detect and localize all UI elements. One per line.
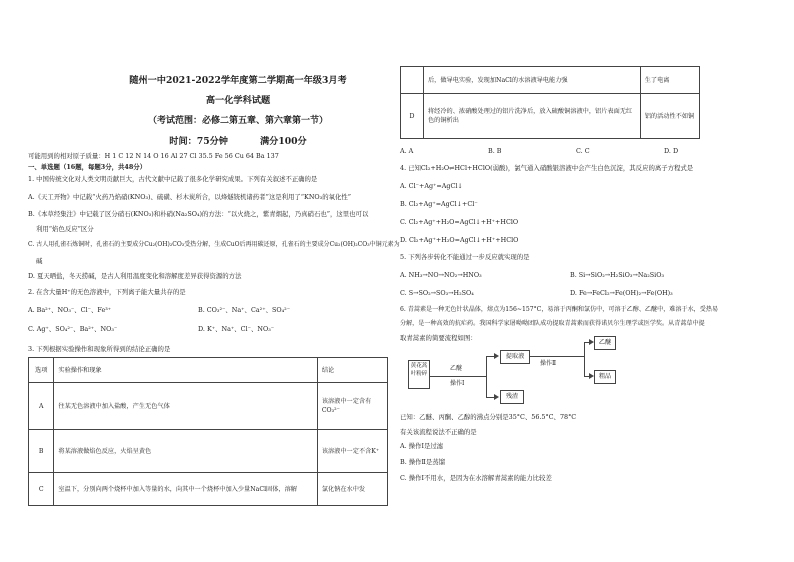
q2-option-a: A. Ba²⁺、NO₃⁻、Cl⁻、Fe³⁺ [28, 306, 112, 314]
header-conclusion: 结论 [317, 358, 387, 383]
exam-scope: （考试范围：必修二第五章、第六章第一节） [147, 116, 328, 126]
left-column [28, 0, 408, 562]
q4-stem: 4. 已知Cl₂+H₂O⇌HCl+HClO(弱酸)，氯气通入硝酸银溶液中会产生白色沉淀，其反应的离子方程式是 [400, 164, 694, 172]
q5-option-a: A. NH₃→NO→NO₂→HNO₃ [400, 271, 482, 279]
row-operation: 将某溶液做焰色反应，火焰呈黄色 [54, 430, 317, 473]
flow-line [486, 356, 487, 398]
q1-option-d: D. 夏天晒盐，冬天捞碱，是古人利用温度变化和溶解度差异获得资源的方法 [28, 272, 242, 280]
q1-option-a: A.《天工开物》中记载“火药乃焰硝(KNO₃)、硫磺、杉木炭所合，以烽燧铳机诸药者”这是利用了“KNO₃的氧化性” [28, 193, 352, 201]
q4-option-b: B. Cl₂+Ag⁺=AgCl↓+Cl⁻ [400, 200, 478, 208]
q3-table-continued [400, 66, 700, 139]
table-row [401, 94, 700, 139]
flow-extract: 提取液 [500, 350, 530, 364]
section-heading: 一、单选题（16题，每题3分，共48分） [28, 163, 147, 171]
flow-line [430, 376, 486, 377]
q6-line2: 分解，是一种高效的抗疟药。我国科学家屠呦呦团队成功提取青蒿素而获得诺贝尔生理学或医学奖。从青蒿草中提 [400, 320, 705, 327]
q4-option-a: A. Cl⁻+Ag⁺=AgCl↓ [400, 182, 463, 190]
flow-ether: 乙醚 [594, 336, 616, 350]
exam-subtitle: 高一化学科试题 [205, 95, 271, 106]
q4-option-d: D. Cl₂+Ag⁺+H₂O=AgCl↓+H⁺+HClO [400, 236, 519, 244]
q3-table-header [29, 358, 388, 383]
table-row [401, 67, 700, 94]
q5-option-d: D. Fe→FeCl₂→Fe(OH)₂→Fe(OH)₃ [570, 289, 673, 297]
q6-option-b: B. 操作Ⅱ是蒸馏 [400, 458, 446, 466]
row-option: D [401, 94, 424, 139]
header-operation: 实验操作和现象 [54, 358, 317, 383]
q3-choice-b: B. B [488, 147, 502, 155]
row-conclusion: 该溶液中一定不含K⁺ [317, 430, 387, 473]
q1-option-c-line2: 碱 [36, 257, 43, 265]
flow-line [584, 342, 585, 377]
q5-stem: 5. 下列各步转化不能通过一步反应就实现的是 [400, 253, 530, 261]
row-operation: 将经冷的、浓硝酸处理过的铝片洗净后，放入硫酸铜溶液中，铝片表面无红色的铜析出 [424, 94, 641, 139]
flow-op2-label: 操作Ⅱ [540, 360, 557, 367]
row-operation: 后，做导电实验，发现加NaCl的水溶液导电能力强 [424, 67, 641, 94]
q3-table [28, 357, 388, 506]
q6-option-a: A. 操作Ⅰ是过滤 [400, 442, 444, 450]
q6-known: 已知：乙醚、丙酮、乙醇的沸点分别是35°C、56.5°C、78°C [400, 413, 577, 421]
table-row [29, 473, 388, 506]
row-operation: 往某无色溶液中加入盐酸，产生无色气体 [54, 383, 317, 430]
q2-option-b: B. CO₃²⁻、Na⁺、Ca²⁺、SO₄²⁻ [198, 306, 291, 314]
q6-line1: 6. 青蒿素是一种无色针状晶体，熔点为156~157°C，易溶于丙酮和氯仿中，可溶于乙醇、乙醚中，难溶于水，受热易 [400, 306, 719, 313]
q1-option-c-line1: C. 古人用孔雀石炼铜时，孔雀石的主要成分Cu₂(OH)₂CO₃受热分解，生成CuO后再用碳还原，孔雀石的主要成分Cu₂(OH)₂CO₃中铜元素为 [28, 241, 400, 248]
flow-solvent-label: 乙醚 [450, 365, 463, 372]
right-column [400, 0, 780, 562]
q5-option-b: B. Si→SiO₂→H₂SiO₃→Na₂SiO₃ [570, 271, 665, 279]
row-conclusion: 铝的活动性不如铜 [640, 94, 699, 139]
q1-stem: 1. 中国传统文化对人类文明贡献巨大，古代文献中记载了很多化学研究成果。下列有关叙述不正确的是 [28, 175, 318, 183]
q5-option-c: C. S→SO₂→SO₃→H₂SO₄ [400, 289, 474, 297]
flow-raw-material: 黄花蒿叶粉碎 [408, 360, 430, 389]
q1-option-b-line1: B.《本草经集注》中记载了区分硝石(KNO₃)和朴硝(Na₂SO₄)的方法：“以火烧之，紫青烟起，乃真硝石也”，这里也可以 [28, 210, 369, 218]
q3-choice-c: C. C [576, 147, 590, 155]
flow-residue: 残渣 [500, 390, 524, 404]
row-conclusion: 氯化钠在水中发 [317, 473, 387, 506]
flow-crude: 粗品 [594, 370, 616, 384]
row-conclusion: 生了电离 [640, 67, 699, 94]
q1-option-b-line2: 利用“焰色反应”区分 [36, 225, 94, 233]
q2-stem: 2. 在含大量H⁺的无色溶液中，下列离子能大量共存的是 [28, 288, 186, 296]
flow-op1-label: 操作Ⅰ [450, 380, 465, 387]
table-row [29, 430, 388, 473]
row-option [401, 67, 424, 94]
extraction-flow-diagram [408, 340, 608, 410]
q4-option-c: C. Cl₂+Ag⁺+H₂O=AgCl↓+H⁺+HClO [400, 218, 519, 226]
row-option: A [29, 383, 54, 430]
flow-arrow-icon [494, 353, 499, 359]
row-option: C [29, 473, 54, 506]
flow-line [529, 356, 585, 357]
q6-line3: 取青蒿素的简要流程如图： [400, 334, 477, 342]
table-row [29, 383, 388, 430]
q6-option-c: C. 操作Ⅰ不用水，是因为在水溶解青蒿素的能力比较差 [400, 474, 552, 482]
q3-stem: 3. 下列根据实验操作和现象所得到的结论正确的是 [28, 345, 171, 353]
q6-ask: 有关该流程说法不正确的是 [400, 428, 477, 436]
flow-arrow-icon [494, 394, 499, 400]
row-operation: 室温下，分别向两个烧杯中加入等量的水，向其中一个烧杯中加入少量NaCl固体，溶解 [54, 473, 317, 506]
exam-title: 随州一中2021-2022学年度第二学期高一年级3月考 [129, 75, 347, 86]
row-conclusion: 该溶液中一定含有CO₃²⁻ [317, 383, 387, 430]
header-option: 选项 [29, 358, 54, 383]
q2-option-d: D. K⁺、Na⁺、Cl⁻、NO₃⁻ [198, 325, 275, 333]
q2-option-c: C. Ag⁺、SO₄²⁻、Ba²⁺、NO₃⁻ [28, 325, 118, 333]
q3-choice-d: D. D [664, 147, 679, 155]
exam-time-score: 时间：75分钟 满分100分 [169, 136, 307, 147]
atomic-masses: 可能用到的相对原子质量：H 1 C 12 N 14 O 16 Al 27 Cl 35.5 Fe 56 Cu 64 Ba 137 [28, 152, 279, 160]
row-option: B [29, 430, 54, 473]
q3-choice-a: A. A [400, 147, 414, 155]
